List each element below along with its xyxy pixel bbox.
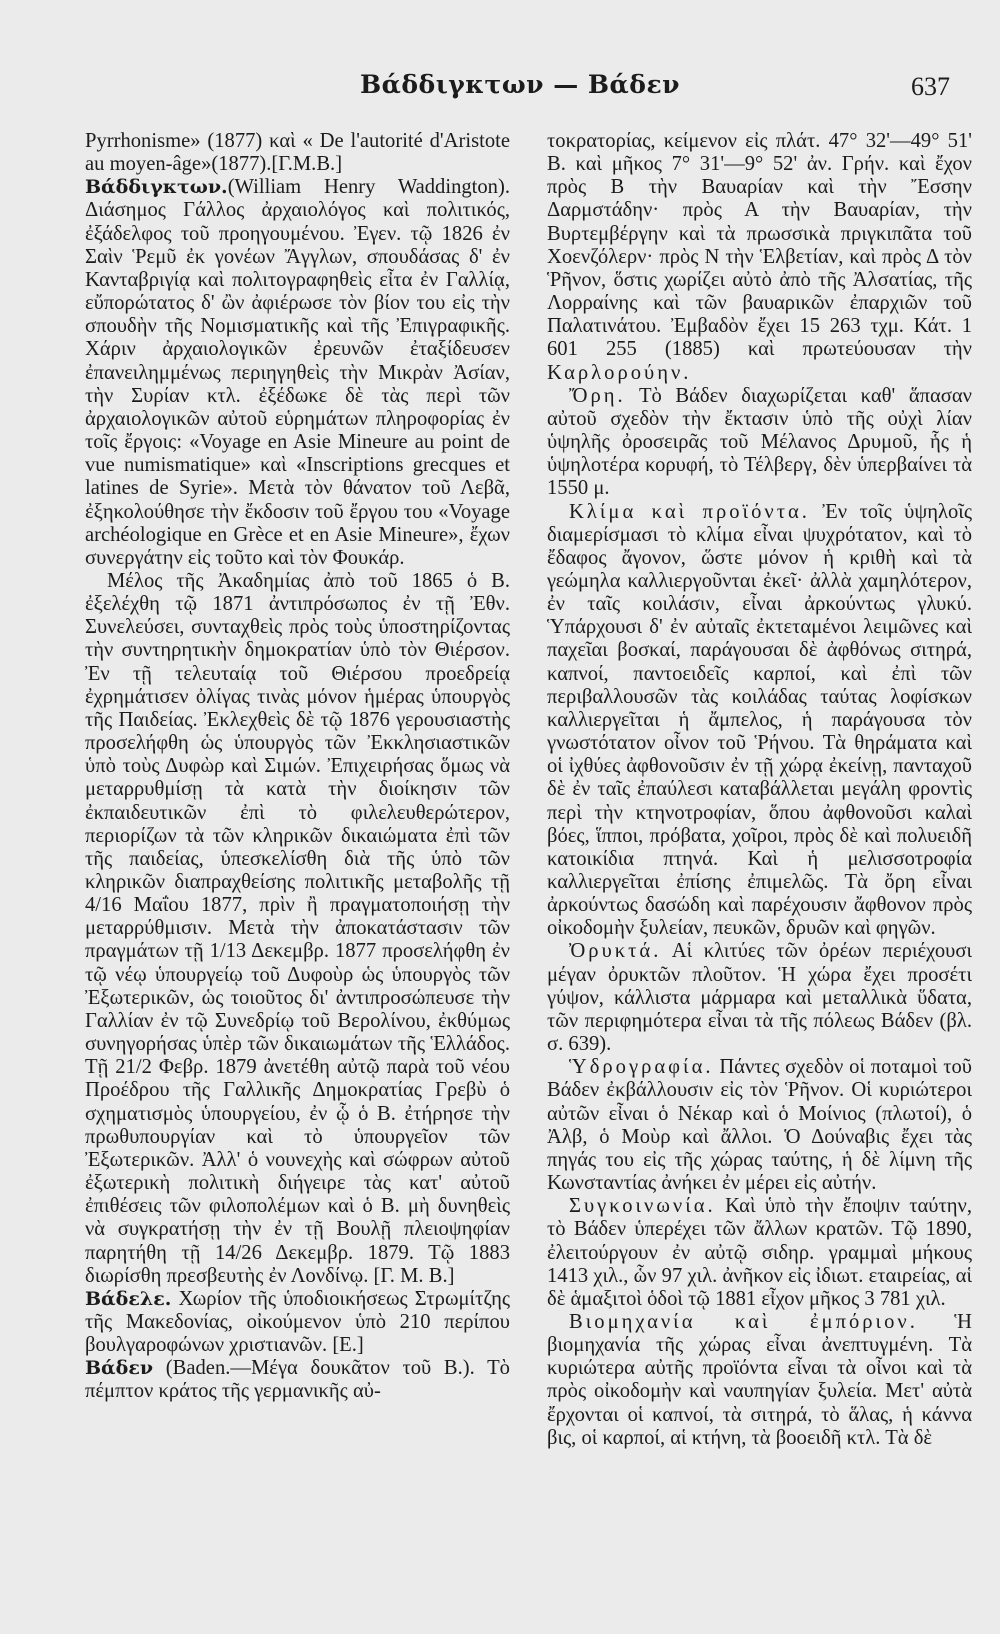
entry-headword: Βάδδιγκτων. xyxy=(85,176,228,199)
section-text: Ἡ βιομηχανία τῆς χώρας εἶναι ἀνεπτυγμένη. Τὰ κυριώτερα αὐτῆς προϊόντα εἶναι τὰ οἶνοι καὶ τὰ πρὸς οἰκοδομὴν καὶ ναυπηγίαν ξυλεία. Μετ' αὐτὰ ἔρχονται οἱ καπνοί, τὰ σιτηρά, τὸ ἅλας, ἡ κάννα βις, οἱ καρποί, αἱ κτήνη, τὰ βοοειδῆ κτλ. Τὰ δὲ xyxy=(547,1310,972,1449)
section-text: Αἱ κλιτύες τῶν ὀρέων περιέχουσι μέγαν ὀρυκτῶν πλοῦτον. Ἡ χώρα ἔχει προσέτι γύψον, κάλλιστα μάρμαρα καὶ μεταλλικὰ ὕδατα, τῶν περιφημότερα εἶναι τὰ τῆς πόλεως Βάδεν (βλ. σ. 639). xyxy=(547,940,972,1056)
entry-vadele xyxy=(85,1288,510,1357)
entry-text: τοκρατορίας, κείμενον εἰς πλάτ. 47° 32'—49° 51' Β. καὶ μῆκος 7° 31'—9° 52' ἀν. Γρήν. καὶ ἔχον πρὸς Β τὴν Βαυαρίαν καὶ τὴν Ἔσσην Δαρμστάδην· πρὸς Α τὴν Βαυαρίαν, τὴν Βυρτεμβέργην καὶ τὰ πρωσσικὰ πριγκιπᾶτα τοῦ Χοενζόλερν· πρὸς Ν τὴν Ἑλβετίαν, καὶ πρὸς Δ τὸν Ῥῆνον, ὅστις χωρίζει αὐτὸ ἀπὸ τῆς Ἀλσατίας, τῆς Λορραίνης καὶ τῶν βαυαρικῶν ἐπαρχιῶν τοῦ Παλατινάτου. Ἐμβαδὸν ἔχει 15 263 τχμ. Κάτ. 1 601 255 (1885) καὶ πρωτεύουσαν τὴν xyxy=(547,130,972,361)
right-column xyxy=(547,130,972,1450)
capital-name: Καρλορούην. xyxy=(547,361,692,384)
section-heading: Συγκοινωνία. xyxy=(569,1195,716,1218)
entry-waddington xyxy=(85,176,510,570)
paragraph: Μέλος τῆς Ἀκαδημίας ἀπὸ τοῦ 1865 ὁ Β. ἐξελέχθη τῷ 1871 ἀντιπρόσωπος ἐν τῇ Ἐθν. Συνελεύσει, συνταχθεὶς πρὸς τοὺς ὑποστηρίζοντας τὴν συντηρητικὴν δημοκρατίαν ὑπὸ τὸν Θιέρσον. Ἐν τῇ τελευταίᾳ τοῦ Θιέρσου προεδρείᾳ ἐχρημάτισεν ὀλίγας τινὰς μόνον ἡμέρας ὑπουργὸς τῆς Παιδείας. Ἐκλεχθεὶς δὲ τῷ 1876 γερουσιαστὴς προσελήφθη ὡς ὑπουργὸς τῶν Ἐκκλησιαστικῶν ὑπὸ τοὺς Δυφὼρ καὶ Σιμών. Ἐπιχειρήσας ὅμως νὰ μεταρρυθμίσῃ τὰ κατὰ τὴν διοίκησιν τῶν ἐκπαιδευτικῶν ἐπὶ τὸ φιλελευθερώτερον, περιορίζων τὰ τῶν κληρικῶν δικαιώματα ἐπὶ τῶν τῆς παιδείας, ὑπεσκελίσθη διὰ τῆς ὑπὸ τῶν κληρικῶν διαπραχθείσης πολιτικῆς μεταβολῆς τῇ 4/16 Μαΐου 1877, πρὶν ἢ πραγματοποιήσῃ τὴν μεταρρύθμισιν. Μετὰ τὴν ἀποκατάστασιν τῶν πραγμάτων τῇ 1/13 Δεκεμβρ. 1877 προσελήφθη ἐν τῷ νέῳ ὑπουργείῳ τοῦ Δυφοὺρ ὡς ὑπουργὸς τῶν Ἐξωτερικῶν, ὡς τοιοῦτος δι' ἀντιπροσώπευσε τὴν Γαλλίαν ἐν τῷ Συνεδρίῳ τοῦ Βερολίνου, ἐκθύμως συνηγορήσας ὑπὲρ τῶν δικαιωμάτων τῆς Ἑλλάδος. Τῇ 21/2 Φεβρ. 1879 ἀνετέθη αὐτῷ παρὰ τοῦ νέου Προέδρου τῆς Γαλλικῆς Δημοκρατίας Γρεβὺ ὁ σχηματισμὸς ὑπουργείου, ἐν ᾧ ὁ Β. ἐτήρησε τὴν πρωθυπουργίαν καὶ τὸ ὑπουργεῖον τῶν Ἐξωτερικῶν. Ἀλλ' ὁ νουνεχὴς καὶ σώφρων αὐτοῦ ἐξωτερικὴ πολιτικὴ διήγειρε τὰς κατ' αὐτοῦ ἐπιθέσεις τῶν φιλοπολέμων καὶ ὁ Β. μὴ δυνηθεὶς νὰ συγκρατήσῃ τὴν ἐν τῇ Βουλῇ πλειοψηφίαν παρητήθη τῇ 14/26 Δεκεμβρ. 1879. Τῷ 1883 διωρίσθη πρεσβευτὴς ἐν Λονδίνῳ. [Γ. Μ. Β.] xyxy=(85,569,510,1287)
section-ydro xyxy=(547,1056,972,1195)
entry-text: (William Henry Waddington). Διάσημος Γάλλος ἀρχαιολόγος καὶ πολιτικός, ἐξάδελφος τοῦ προηγουμένου. Ἐγεν. τῷ 1826 ἐν Σαὶν Ῥεμῦ ἐκ γονέων Ἄγγλων, σπουδάσας δ' ἐν Κανταβριγίᾳ καὶ πολιτογραφηθεὶς εἶτα ἐν Γαλλίᾳ, εὔπορώτατος δ' ὢν ἀφιέρωσε τὸν βίον του εἰς τὴν σπουδὴν τῆς Νομισματικῆς καὶ τῆς Ἐπιγραφικῆς. Χάριν ἀρχαιολογικῶν ἐρευνῶν ἐταξίδευσεν ἐπανειλημμένως περιηγηθεὶς τὴν Μικρὰν Ἀσίαν, τὴν Συρίαν κτλ. ἐξέδωκε δὲ τὰς περὶ τῶν ἀρχαιολογικῶν αὐτοῦ εὑρημάτων πληροφορίας ἐν τοῖς ἔργοις: «Voyage en Asie Mineure au point de vue numismatique» καὶ «Inscriptions grecques et latines de Syrie». Μετὰ τὸν θάνατον τοῦ Λεβᾶ, ἐξηκολούθησε τὴν ἔκδοσιν τοῦ ἔργου του «Voyage archéologique en Grèce et en Asie Mineure», ἔχων συνεργάτην εἰς τοῦτο καὶ τὸν Φουκάρ. xyxy=(85,176,510,569)
entry-headword: Βάδελε. xyxy=(85,1287,172,1310)
section-syg xyxy=(547,1195,972,1311)
entry-baden xyxy=(85,1357,510,1403)
section-ori xyxy=(547,385,972,501)
paragraph xyxy=(547,130,972,385)
section-viom xyxy=(547,1311,972,1450)
section-heading: Βιομηχανία καὶ ἐμπόριον. xyxy=(569,1310,918,1333)
entry-headword: Βάδεν xyxy=(85,1357,154,1380)
entry-text: Χωρίον τῆς ὑποδιοικήσεως Στρωμίτζης τῆς Μακεδονίας, οἰκούμενον ὑπὸ 210 περίπου βουλγαροφώνων χριστιανῶν. [Ε.] xyxy=(85,1287,510,1357)
page-header xyxy=(90,70,950,110)
paragraph: Pyrrhonisme» (1877) καὶ « De l'autorité d'Aristote au moyen-âge»(1877).[Γ.Μ.Β.] xyxy=(85,130,510,176)
section-text: Πάντες σχεδὸν οἱ ποταμοὶ τοῦ Βάδεν ἐκβάλλουσιν εἰς τὸν Ῥῆνον. Οἱ κυριώτεροι αὐτῶν εἶναι ὁ Νέκαρ καὶ ὁ Μοίνιος (πλωτοί), ὁ Ἀλβ, ὁ Μοὺρ καὶ ἄλλοι. Ὁ Δούναβις ἔχει τὰς πηγάς του εἰς τῆς χώρας ταύτης, ἡ δὲ λίμνη τῆς Κωνσταντίας ἀνήκει ἐν μέρει εἰς αὐτήν. xyxy=(547,1056,972,1195)
section-klima xyxy=(547,501,972,941)
section-heading: Ὀρυκτά. xyxy=(569,940,662,963)
section-oryk xyxy=(547,940,972,1056)
page-number: 637 xyxy=(911,72,950,101)
left-column xyxy=(85,130,510,1404)
section-text: Τὸ Βάδεν διαχωρίζεται καθ' ἅπασαν αὐτοῦ σχεδὸν τὴν ἔκτασιν ὑπὸ τῆς οὐχὶ λίαν ὑψηλῆς ὀροσειρᾶς τοῦ Μέλανος Δρυμοῦ, ἧς ἡ ὑψηλοτέρα κορυφή, τὸ Τέλβεργ, δὲν ὑπερβαίνει τὰ 1550 μ. xyxy=(547,384,972,500)
section-text: Καὶ ὑπὸ τὴν ἔποψιν ταύτην, τὸ Βάδεν ὑπερέχει τῶν ἄλλων κρατῶν. Τῷ 1890, ἐλειτούργουν ἐν αὐτῷ σιδηρ. γραμμαὶ μήκους 1413 χιλ., ὧν 97 χιλ. ἀνῆκον εἰς ἰδιωτ. εταιρείας, αἱ δὲ ἁμαξιτοὶ ὁδοὶ τῷ 1881 εἶχον μῆκος 3 781 χιλ. xyxy=(547,1195,972,1310)
section-heading: Κλίμα καὶ προϊόντα. xyxy=(569,500,810,523)
entry-text: (Baden.—Μέγα δουκᾶτον τοῦ Β.). Τὸ πέμπτον κράτος τῆς γερμανικῆς αὐ- xyxy=(85,1357,510,1403)
section-heading: Ὑδρογραφία. xyxy=(569,1056,714,1079)
section-heading: Ὄρη. xyxy=(569,384,626,407)
section-text: Ἐν τοῖς ὑψηλοῖς διαμερίσμασι τὸ κλίμα εἶναι ψυχρότατον, καὶ τὸ ἔδαφος ἄγονον, ὥστε μόνον ἡ κριθὴ καὶ τὰ γεώμηλα καλλιεργοῦνται ἐκεῖ· ἀλλὰ χαμηλότερον, ἐν ταῖς κοιλάσιν, εἶναι ἀρκούντως γλυκύ. Ὑπάρχουσι δ' ἐν αὐταῖς ἐκτεταμένοι λειμῶνες καὶ παχεῖαι βοσκαί, παράγουσαι δὲ ἀφθόνως σιτηρά, καπνοί, παντοειδεῖς καρποί, καὶ ἐπὶ τῶν περιβαλλουσῶν τὰς κοιλάδας ταύτας λοφίσκων καλλιεργεῖται ἡ ἄμπελος, ἡ παράγουσα τὸν γνωστότατον οἶνον τοῦ Ῥήνου. Τὰ θηράματα καὶ οἱ ἰχθύες ἀφθονοῦσιν ἐν τῇ χώρᾳ ἐκείνῃ, πανταχοῦ δὲ ἐν ταῖς ἐπαύλεσι καταβάλλεται μεγάλη φροντὶς περὶ τὴν κτηνοτροφίαν, ὅπου ἀφθονοῦσι καλαὶ βόες, ἵπποι, πρόβατα, χοῖροι, πρὸς δὲ καὶ πολυειδῆ κατοικίδια πτηνά. Καὶ ἡ μελισσοτροφία καλλιεργεῖται ἐπίσης ἐπιμελῶς. Τὰ ὄρη εἶναι ἀρκούντως δασώδη καὶ παρέχουσιν ἄφθονον πρὸς οἰκοδομὴν ξυλείαν, πευκῶν, δρυῶν καὶ φηγῶν. xyxy=(547,500,972,940)
running-title: Βάδδιγκτων — Βάδεν xyxy=(359,70,681,99)
